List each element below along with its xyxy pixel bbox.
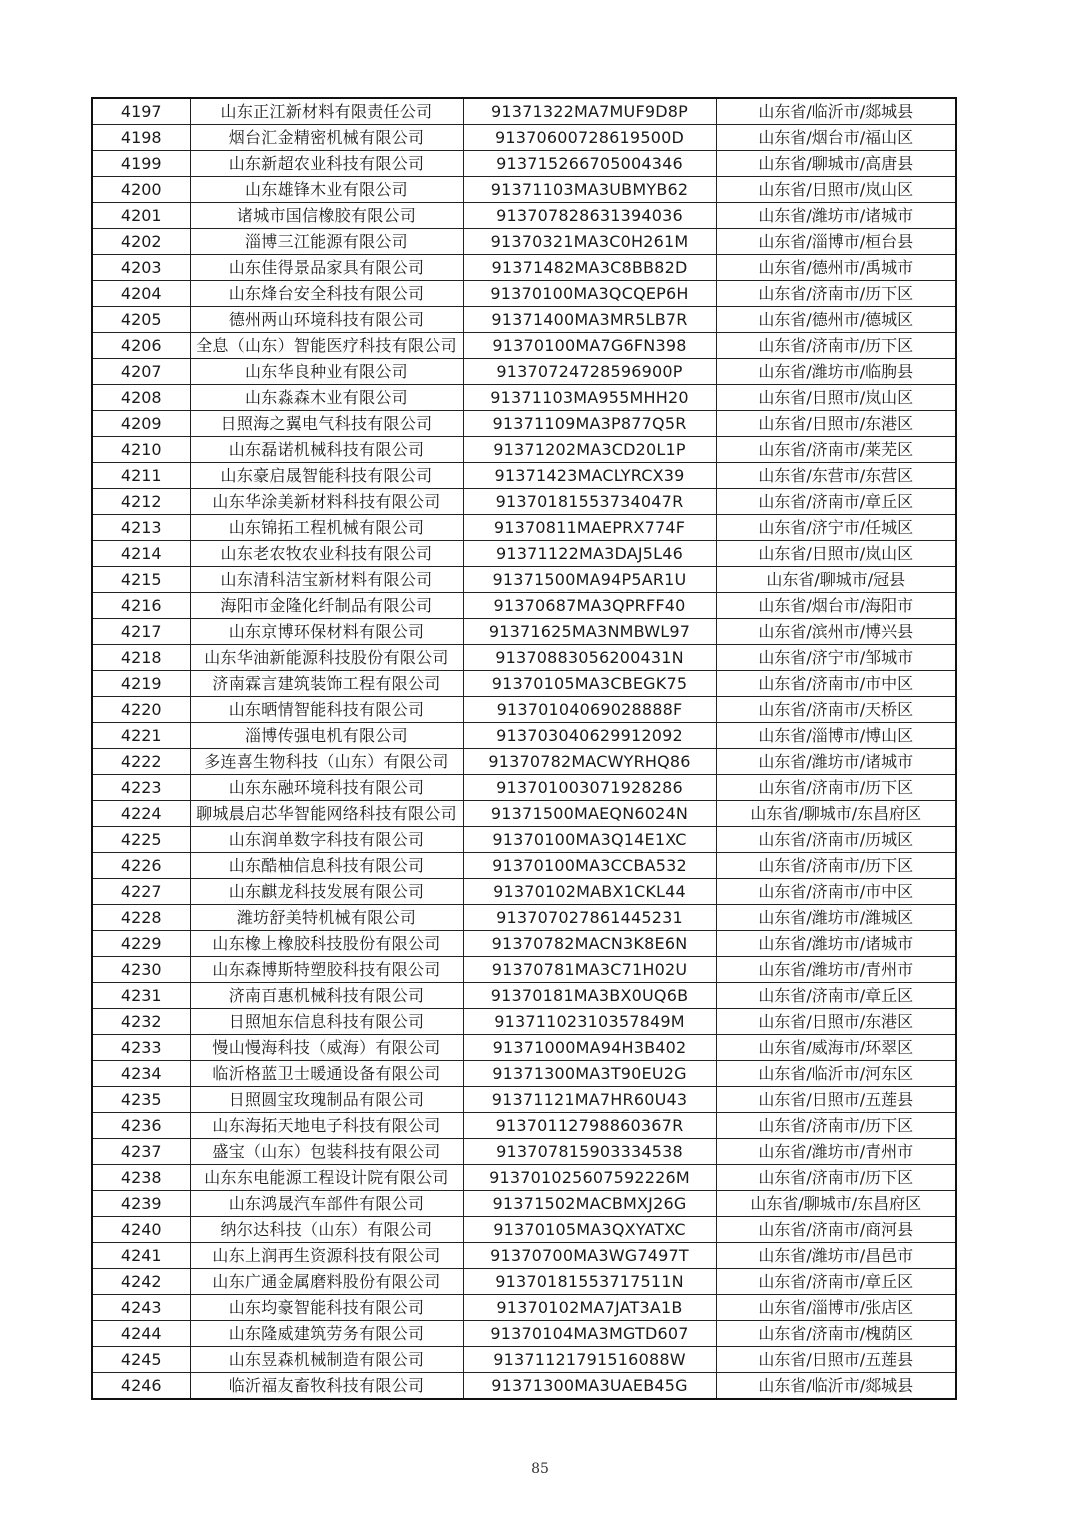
table-row	[92, 671, 956, 697]
company-name-cell: 山东清科洁宝新材料有限公司	[190, 567, 463, 593]
row-number-cell: 4201	[92, 203, 190, 229]
credit-code-cell: 91371103MA3UBMYB62	[463, 177, 716, 203]
table-body	[92, 98, 956, 1399]
company-name-cell: 山东佳得景品家具有限公司	[190, 255, 463, 281]
credit-code-cell: 91371103MA955MHH20	[463, 385, 716, 411]
company-name-cell: 山东豪启晟智能科技有限公司	[190, 463, 463, 489]
company-name-cell: 山东隆威建筑劳务有限公司	[190, 1321, 463, 1347]
company-name-cell: 山东华涂美新材料科技有限公司	[190, 489, 463, 515]
company-name-cell: 山东雄锋木业有限公司	[190, 177, 463, 203]
region-cell: 山东省/潍坊市/潍城区	[716, 905, 956, 931]
row-number-cell: 4220	[92, 697, 190, 723]
region-cell: 山东省/聊城市/东昌府区	[716, 801, 956, 827]
region-cell: 山东省/济南市/历下区	[716, 333, 956, 359]
row-number-cell: 4238	[92, 1165, 190, 1191]
region-cell: 山东省/德州市/禹城市	[716, 255, 956, 281]
table-row	[92, 151, 956, 177]
row-number-cell: 4229	[92, 931, 190, 957]
table-row	[92, 411, 956, 437]
credit-code-cell: 91371423MACLYRCX39	[463, 463, 716, 489]
credit-code-cell: 91371500MA94P5AR1U	[463, 567, 716, 593]
row-number-cell: 4197	[92, 98, 190, 125]
region-cell: 山东省/济南市/历城区	[716, 827, 956, 853]
row-number-cell: 4231	[92, 983, 190, 1009]
credit-code-cell: 91371122MA3DAJ5L46	[463, 541, 716, 567]
table-row	[92, 567, 956, 593]
region-cell: 山东省/潍坊市/昌邑市	[716, 1243, 956, 1269]
row-number-cell: 4217	[92, 619, 190, 645]
table-row	[92, 1217, 956, 1243]
region-cell: 山东省/济南市/章丘区	[716, 983, 956, 1009]
row-number-cell: 4200	[92, 177, 190, 203]
credit-code-cell: 91371500MAEQN6024N	[463, 801, 716, 827]
table-row	[92, 697, 956, 723]
company-name-cell: 全息（山东）智能医疗科技有限公司	[190, 333, 463, 359]
table-row	[92, 957, 956, 983]
row-number-cell: 4239	[92, 1191, 190, 1217]
credit-code-cell: 91370781MA3C71H02U	[463, 957, 716, 983]
table-row	[92, 489, 956, 515]
company-name-cell: 济南霖言建筑装饰工程有限公司	[190, 671, 463, 697]
company-name-cell: 山东鸿晟汽车部件有限公司	[190, 1191, 463, 1217]
row-number-cell: 4216	[92, 593, 190, 619]
credit-code-cell: 91370105MA3QXYATXC	[463, 1217, 716, 1243]
row-number-cell: 4218	[92, 645, 190, 671]
row-number-cell: 4225	[92, 827, 190, 853]
row-number-cell: 4215	[92, 567, 190, 593]
row-number-cell: 4210	[92, 437, 190, 463]
company-name-cell: 山东新超农业科技有限公司	[190, 151, 463, 177]
table-row	[92, 1035, 956, 1061]
company-name-cell: 慢山慢海科技（威海）有限公司	[190, 1035, 463, 1061]
table-row	[92, 931, 956, 957]
region-cell: 山东省/日照市/岚山区	[716, 177, 956, 203]
table-row	[92, 333, 956, 359]
credit-code-cell: 91371000MA94H3B402	[463, 1035, 716, 1061]
table-row	[92, 281, 956, 307]
region-cell: 山东省/潍坊市/临朐县	[716, 359, 956, 385]
credit-code-cell: 913703040629912092	[463, 723, 716, 749]
region-cell: 山东省/潍坊市/青州市	[716, 957, 956, 983]
credit-code-cell: 91370181MA3BX0UQ6B	[463, 983, 716, 1009]
company-name-cell: 山东均豪智能科技有限公司	[190, 1295, 463, 1321]
region-cell: 山东省/聊城市/东昌府区	[716, 1191, 956, 1217]
row-number-cell: 4242	[92, 1269, 190, 1295]
company-name-cell: 山东东融环境科技有限公司	[190, 775, 463, 801]
company-name-cell: 山东昱森机械制造有限公司	[190, 1347, 463, 1373]
table-row	[92, 1373, 956, 1400]
company-name-cell: 多连喜生物科技（山东）有限公司	[190, 749, 463, 775]
table-row	[92, 983, 956, 1009]
table-row	[92, 437, 956, 463]
row-number-cell: 4241	[92, 1243, 190, 1269]
table-row	[92, 1139, 956, 1165]
company-name-cell: 聊城晨启芯华智能网络科技有限公司	[190, 801, 463, 827]
company-name-cell: 山东锦拓工程机械有限公司	[190, 515, 463, 541]
row-number-cell: 4203	[92, 255, 190, 281]
credit-code-cell: 91370811MAEPRX774F	[463, 515, 716, 541]
row-number-cell: 4246	[92, 1373, 190, 1400]
row-number-cell: 4214	[92, 541, 190, 567]
table-row	[92, 1347, 956, 1373]
row-number-cell: 4243	[92, 1295, 190, 1321]
credit-code-cell: 91371625MA3NMBWL97	[463, 619, 716, 645]
region-cell: 山东省/济南市/天桥区	[716, 697, 956, 723]
company-name-cell: 山东海拓天地电子科技有限公司	[190, 1113, 463, 1139]
company-name-cell: 山东华油新能源科技股份有限公司	[190, 645, 463, 671]
row-number-cell: 4207	[92, 359, 190, 385]
credit-code-cell: 91370104MA3MGTD607	[463, 1321, 716, 1347]
region-cell: 山东省/济南市/历下区	[716, 281, 956, 307]
company-name-cell: 盛宝（山东）包装科技有限公司	[190, 1139, 463, 1165]
region-cell: 山东省/日照市/东港区	[716, 1009, 956, 1035]
credit-code-cell: 91370321MA3C0H261M	[463, 229, 716, 255]
credit-code-cell: 913707815903334538	[463, 1139, 716, 1165]
company-name-cell: 山东东电能源工程设计院有限公司	[190, 1165, 463, 1191]
region-cell: 山东省/济南市/槐荫区	[716, 1321, 956, 1347]
company-name-cell: 烟台汇金精密机械有限公司	[190, 125, 463, 151]
row-number-cell: 4211	[92, 463, 190, 489]
credit-code-cell: 91371102310357849M	[463, 1009, 716, 1035]
credit-code-cell: 91370687MA3QPRFF40	[463, 593, 716, 619]
row-number-cell: 4208	[92, 385, 190, 411]
credit-code-cell: 91371502MACBMXJ26G	[463, 1191, 716, 1217]
region-cell: 山东省/淄博市/桓台县	[716, 229, 956, 255]
credit-code-cell: 913707027861445231	[463, 905, 716, 931]
table-row	[92, 1165, 956, 1191]
table-row	[92, 853, 956, 879]
credit-code-cell: 913707828631394036	[463, 203, 716, 229]
credit-code-cell: 91370181553717511N	[463, 1269, 716, 1295]
table-row	[92, 1009, 956, 1035]
row-number-cell: 4221	[92, 723, 190, 749]
row-number-cell: 4230	[92, 957, 190, 983]
row-number-cell: 4205	[92, 307, 190, 333]
credit-code-cell: 913701025607592226M	[463, 1165, 716, 1191]
table-row	[92, 359, 956, 385]
region-cell: 山东省/济南市/历下区	[716, 1113, 956, 1139]
table-row	[92, 463, 956, 489]
company-name-cell: 山东酷柚信息科技有限公司	[190, 853, 463, 879]
row-number-cell: 4245	[92, 1347, 190, 1373]
region-cell: 山东省/日照市/岚山区	[716, 385, 956, 411]
table-row	[92, 125, 956, 151]
credit-code-cell: 91370102MA7JAT3A1B	[463, 1295, 716, 1321]
company-name-cell: 山东广通金属磨料股份有限公司	[190, 1269, 463, 1295]
company-name-cell: 山东淼森木业有限公司	[190, 385, 463, 411]
company-name-cell: 日照海之翼电气科技有限公司	[190, 411, 463, 437]
credit-code-cell: 91370782MACWYRHQ86	[463, 749, 716, 775]
row-number-cell: 4236	[92, 1113, 190, 1139]
table-row	[92, 1321, 956, 1347]
credit-code-cell: 91371109MA3P877Q5R	[463, 411, 716, 437]
region-cell: 山东省/潍坊市/诸城市	[716, 203, 956, 229]
company-name-cell: 山东晒情智能科技有限公司	[190, 697, 463, 723]
region-cell: 山东省/东营市/东营区	[716, 463, 956, 489]
credit-code-cell: 91371400MA3MR5LB7R	[463, 307, 716, 333]
table-row	[92, 229, 956, 255]
company-name-cell: 山东麒龙科技发展有限公司	[190, 879, 463, 905]
row-number-cell: 4224	[92, 801, 190, 827]
credit-code-cell: 91370600728619500D	[463, 125, 716, 151]
table-row	[92, 1269, 956, 1295]
credit-code-cell: 91371300MA3UAEB45G	[463, 1373, 716, 1400]
company-name-cell: 山东烽台安全科技有限公司	[190, 281, 463, 307]
page-number: 85	[531, 1461, 549, 1477]
row-number-cell: 4240	[92, 1217, 190, 1243]
credit-code-cell: 91370100MA3Q14E1XC	[463, 827, 716, 853]
table-row	[92, 645, 956, 671]
region-cell: 山东省/威海市/环翠区	[716, 1035, 956, 1061]
company-name-cell: 日照旭东信息科技有限公司	[190, 1009, 463, 1035]
row-number-cell: 4206	[92, 333, 190, 359]
region-cell: 山东省/临沂市/郯城县	[716, 98, 956, 125]
credit-code-cell: 91370100MA3CCBA532	[463, 853, 716, 879]
credit-code-cell: 91370100MA3QCQEP6H	[463, 281, 716, 307]
row-number-cell: 4199	[92, 151, 190, 177]
company-name-cell: 山东老农牧农业科技有限公司	[190, 541, 463, 567]
row-number-cell: 4212	[92, 489, 190, 515]
credit-code-cell: 91370883056200431N	[463, 645, 716, 671]
credit-code-cell: 91371202MA3CD20L1P	[463, 437, 716, 463]
company-name-cell: 淄博传强电机有限公司	[190, 723, 463, 749]
table-row	[92, 515, 956, 541]
table-row	[92, 827, 956, 853]
region-cell: 山东省/潍坊市/诸城市	[716, 749, 956, 775]
table-row	[92, 307, 956, 333]
table-row	[92, 801, 956, 827]
table-row	[92, 255, 956, 281]
company-name-cell: 临沂格蓝卫士暖通设备有限公司	[190, 1061, 463, 1087]
row-number-cell: 4235	[92, 1087, 190, 1113]
row-number-cell: 4204	[92, 281, 190, 307]
region-cell: 山东省/济南市/章丘区	[716, 1269, 956, 1295]
region-cell: 山东省/临沂市/郯城县	[716, 1373, 956, 1400]
row-number-cell: 4227	[92, 879, 190, 905]
region-cell: 山东省/临沂市/河东区	[716, 1061, 956, 1087]
table-row	[92, 177, 956, 203]
company-name-cell: 山东上润再生资源科技有限公司	[190, 1243, 463, 1269]
row-number-cell: 4213	[92, 515, 190, 541]
region-cell: 山东省/淄博市/博山区	[716, 723, 956, 749]
company-name-cell: 淄博三江能源有限公司	[190, 229, 463, 255]
company-name-cell: 德州两山环境科技有限公司	[190, 307, 463, 333]
region-cell: 山东省/济宁市/邹城市	[716, 645, 956, 671]
row-number-cell: 4222	[92, 749, 190, 775]
row-number-cell: 4244	[92, 1321, 190, 1347]
region-cell: 山东省/聊城市/高唐县	[716, 151, 956, 177]
row-number-cell: 4198	[92, 125, 190, 151]
row-number-cell: 4223	[92, 775, 190, 801]
company-name-cell: 山东橡上橡胶科技股份有限公司	[190, 931, 463, 957]
credit-code-cell: 91371121MA7HR60U43	[463, 1087, 716, 1113]
credit-code-cell: 91370102MABX1CKL44	[463, 879, 716, 905]
company-name-cell: 山东润单数字科技有限公司	[190, 827, 463, 853]
region-cell: 山东省/济南市/历下区	[716, 775, 956, 801]
region-cell: 山东省/日照市/东港区	[716, 411, 956, 437]
table-row	[92, 1061, 956, 1087]
region-cell: 山东省/济南市/历下区	[716, 853, 956, 879]
region-cell: 山东省/济南市/市中区	[716, 671, 956, 697]
region-cell: 山东省/济南市/莱芜区	[716, 437, 956, 463]
row-number-cell: 4226	[92, 853, 190, 879]
credit-code-cell: 91371121791516088W	[463, 1347, 716, 1373]
row-number-cell: 4228	[92, 905, 190, 931]
table-row	[92, 1087, 956, 1113]
credit-code-cell: 91370104069028888F	[463, 697, 716, 723]
region-cell: 山东省/烟台市/海阳市	[716, 593, 956, 619]
company-registry-table	[91, 97, 957, 1400]
credit-code-cell: 91370100MA7G6FN398	[463, 333, 716, 359]
credit-code-cell: 913715266705004346	[463, 151, 716, 177]
table-row	[92, 1243, 956, 1269]
table-row	[92, 98, 956, 125]
table-row	[92, 723, 956, 749]
company-name-cell: 山东华良种业有限公司	[190, 359, 463, 385]
company-name-cell: 山东森博斯特塑胶科技有限公司	[190, 957, 463, 983]
company-name-cell: 山东京博环保材料有限公司	[190, 619, 463, 645]
credit-code-cell: 91371300MA3T90EU2G	[463, 1061, 716, 1087]
table-row	[92, 203, 956, 229]
table-row	[92, 1113, 956, 1139]
table-row	[92, 775, 956, 801]
region-cell: 山东省/烟台市/福山区	[716, 125, 956, 151]
row-number-cell: 4202	[92, 229, 190, 255]
credit-code-cell: 913701003071928286	[463, 775, 716, 801]
credit-code-cell: 91370112798860367R	[463, 1113, 716, 1139]
table-row	[92, 1191, 956, 1217]
credit-code-cell: 91370105MA3CBEGK75	[463, 671, 716, 697]
company-name-cell: 山东磊诺机械科技有限公司	[190, 437, 463, 463]
region-cell: 山东省/济南市/市中区	[716, 879, 956, 905]
company-name-cell: 纳尔达科技（山东）有限公司	[190, 1217, 463, 1243]
company-name-cell: 潍坊舒美特机械有限公司	[190, 905, 463, 931]
credit-code-cell: 91370724728596900P	[463, 359, 716, 385]
region-cell: 山东省/滨州市/博兴县	[716, 619, 956, 645]
table-row	[92, 619, 956, 645]
row-number-cell: 4219	[92, 671, 190, 697]
table-row	[92, 385, 956, 411]
company-name-cell: 临沂福友畜牧科技有限公司	[190, 1373, 463, 1400]
company-name-cell: 诸城市国信橡胶有限公司	[190, 203, 463, 229]
company-name-cell: 日照圆宝玫瑰制品有限公司	[190, 1087, 463, 1113]
row-number-cell: 4209	[92, 411, 190, 437]
table-row	[92, 749, 956, 775]
credit-code-cell: 91370181553734047R	[463, 489, 716, 515]
credit-code-cell: 91370782MACN3K8E6N	[463, 931, 716, 957]
credit-code-cell: 91371322MA7MUF9D8P	[463, 98, 716, 125]
region-cell: 山东省/聊城市/冠县	[716, 567, 956, 593]
table-row	[92, 1295, 956, 1321]
row-number-cell: 4232	[92, 1009, 190, 1035]
table-row	[92, 541, 956, 567]
company-name-cell: 海阳市金隆化纤制品有限公司	[190, 593, 463, 619]
table-row	[92, 593, 956, 619]
table-row	[92, 905, 956, 931]
company-name-cell: 济南百惠机械科技有限公司	[190, 983, 463, 1009]
row-number-cell: 4233	[92, 1035, 190, 1061]
region-cell: 山东省/德州市/德城区	[716, 307, 956, 333]
row-number-cell: 4234	[92, 1061, 190, 1087]
region-cell: 山东省/日照市/五莲县	[716, 1087, 956, 1113]
credit-code-cell: 91370700MA3WG7497T	[463, 1243, 716, 1269]
region-cell: 山东省/日照市/五莲县	[716, 1347, 956, 1373]
region-cell: 山东省/潍坊市/青州市	[716, 1139, 956, 1165]
row-number-cell: 4237	[92, 1139, 190, 1165]
region-cell: 山东省/淄博市/张店区	[716, 1295, 956, 1321]
credit-code-cell: 91371482MA3C8BB82D	[463, 255, 716, 281]
region-cell: 山东省/济南市/章丘区	[716, 489, 956, 515]
region-cell: 山东省/济南市/商河县	[716, 1217, 956, 1243]
region-cell: 山东省/济宁市/任城区	[716, 515, 956, 541]
region-cell: 山东省/潍坊市/诸城市	[716, 931, 956, 957]
region-cell: 山东省/济南市/历下区	[716, 1165, 956, 1191]
region-cell: 山东省/日照市/岚山区	[716, 541, 956, 567]
company-name-cell: 山东正江新材料有限责任公司	[190, 98, 463, 125]
table-row	[92, 879, 956, 905]
